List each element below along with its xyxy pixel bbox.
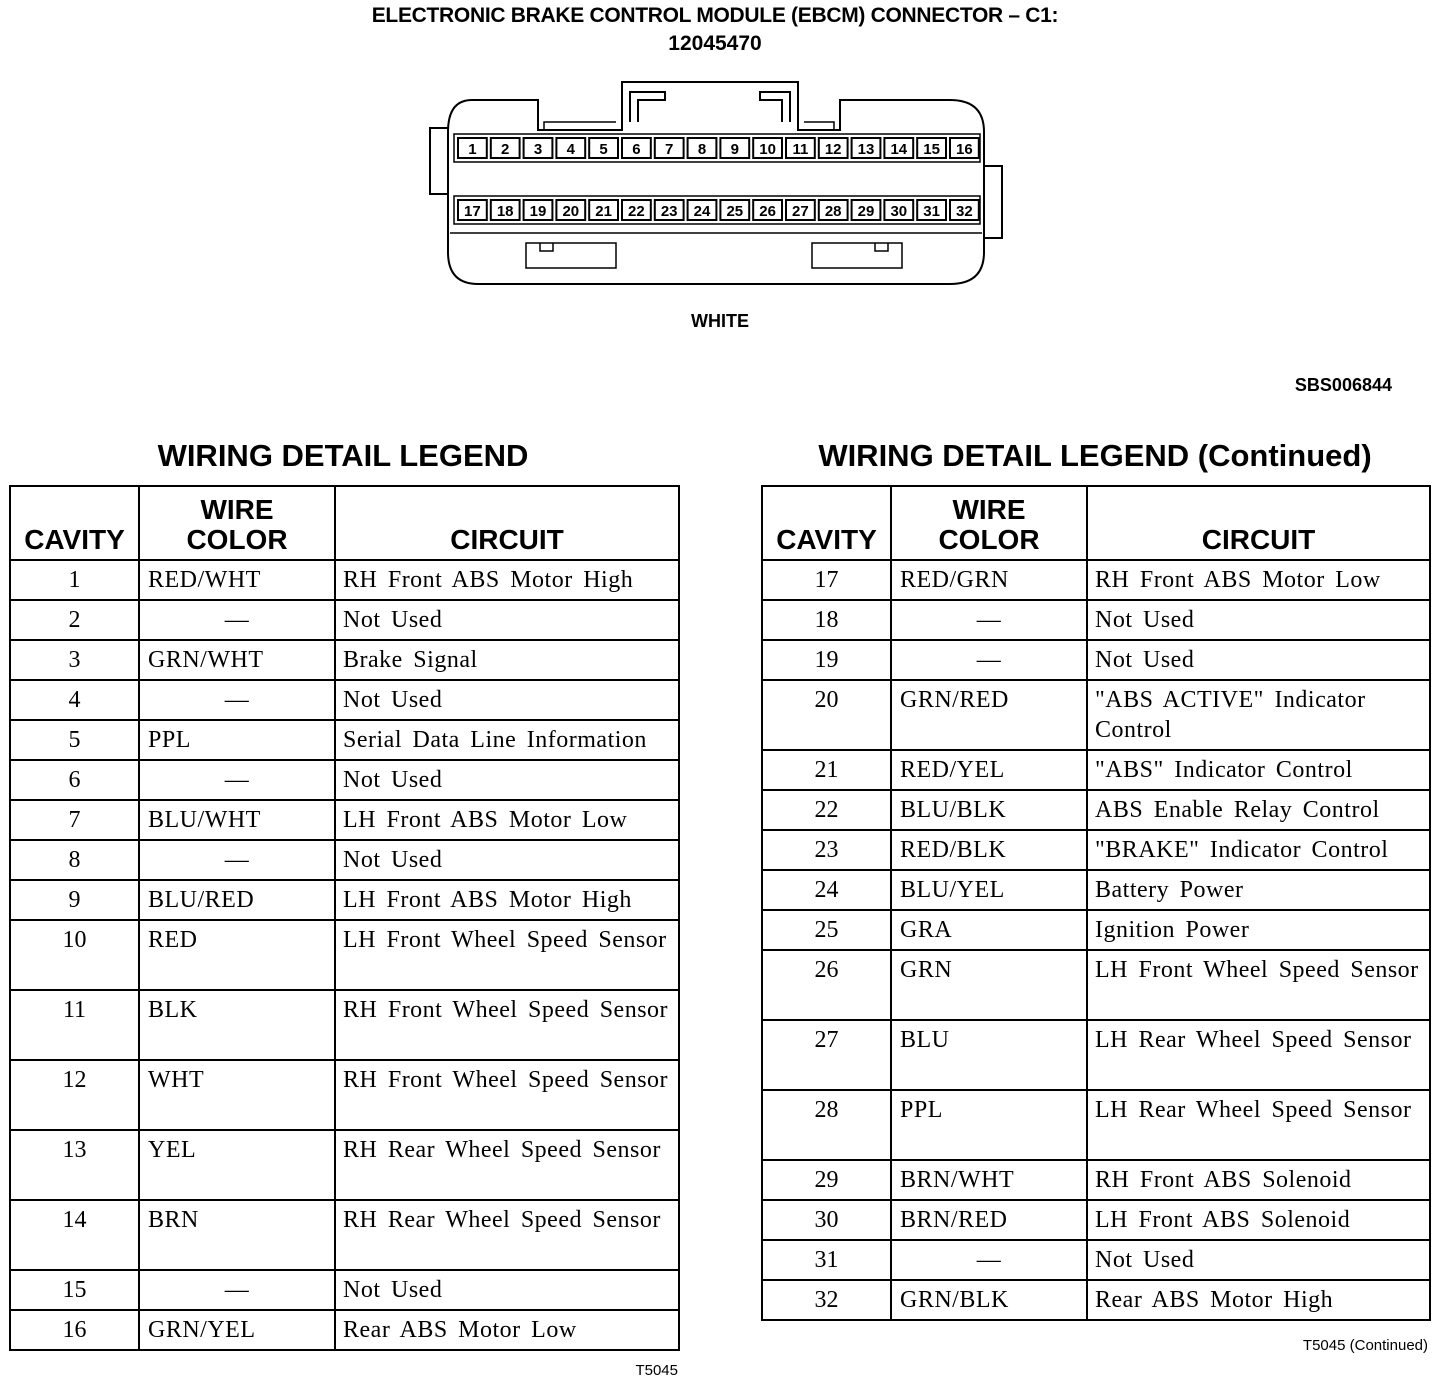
connector-color-label: WHITE xyxy=(691,311,749,331)
cavity-number: 29 xyxy=(857,203,875,220)
cavity-number: 15 xyxy=(923,141,940,158)
wire-color-cell: GRA xyxy=(891,910,1087,950)
wire-color-cell: GRN/YEL xyxy=(139,1310,335,1350)
cavity-number: 17 xyxy=(464,203,481,220)
table-row xyxy=(762,830,1430,870)
cavity-number: 12 xyxy=(824,141,842,158)
wire-color-cell: GRN/RED xyxy=(891,680,1087,750)
wire-color-cell: — xyxy=(139,680,335,720)
cavity-number: 30 xyxy=(890,203,908,220)
table-row xyxy=(10,720,679,760)
circuit-cell: LH Rear Wheel Speed Sensor xyxy=(1087,1020,1430,1090)
wire-color-cell: RED xyxy=(139,920,335,990)
cavity-cell: 11 xyxy=(10,990,139,1060)
circuit-cell: LH Front ABS Solenoid xyxy=(1087,1200,1430,1240)
cavity-cell: 4 xyxy=(10,680,139,720)
cavity-number: 22 xyxy=(628,203,645,220)
circuit-cell: Not Used xyxy=(335,840,679,880)
circuit-cell: "ABS" Indicator Control xyxy=(1087,750,1430,790)
circuit-cell: RH Front Wheel Speed Sensor xyxy=(335,1060,679,1130)
cavity-number: 27 xyxy=(792,203,809,220)
table-row xyxy=(10,880,679,920)
cavity-number: 24 xyxy=(693,203,711,220)
circuit-cell: RH Front ABS Motor Low xyxy=(1087,560,1430,600)
cavity-cell: 27 xyxy=(762,1020,891,1090)
circuit-cell: Battery Power xyxy=(1087,870,1430,910)
table-row xyxy=(10,840,679,880)
circuit-cell: Not Used xyxy=(335,1270,679,1310)
figure-id: SBS006844 xyxy=(1294,375,1392,395)
table-row xyxy=(10,990,679,1060)
header-wire-color: WIRE COLOR xyxy=(891,486,1087,560)
table-row xyxy=(10,1270,679,1310)
table-row xyxy=(10,760,679,800)
cavity-cell: 20 xyxy=(762,680,891,750)
cavity-number: 6 xyxy=(632,141,641,158)
cavity-number: 2 xyxy=(501,141,510,158)
cavity-cell: 22 xyxy=(762,790,891,830)
cavity-cell: 1 xyxy=(10,560,139,600)
table-row xyxy=(762,1090,1430,1160)
cavity-cell: 16 xyxy=(10,1310,139,1350)
table-row xyxy=(10,1310,679,1350)
table-row xyxy=(10,1130,679,1200)
table-row xyxy=(10,560,679,600)
wire-color-cell: BLU xyxy=(891,1020,1087,1090)
cavity-number: 3 xyxy=(533,141,543,158)
circuit-cell: Rear ABS Motor High xyxy=(1087,1280,1430,1320)
circuit-cell: Not Used xyxy=(1087,1240,1430,1280)
circuit-cell: Ignition Power xyxy=(1087,910,1430,950)
header-circuit: CIRCUIT xyxy=(1087,486,1430,560)
cavity-number: 18 xyxy=(496,203,514,220)
table-row xyxy=(762,1280,1430,1320)
cavity-number: 21 xyxy=(595,203,612,220)
wire-color-cell: PPL xyxy=(139,720,335,760)
table-row xyxy=(762,950,1430,1020)
table-row xyxy=(762,870,1430,910)
cavity-cell: 14 xyxy=(10,1200,139,1270)
wire-color-cell: — xyxy=(139,600,335,640)
cavity-number: 4 xyxy=(566,141,575,158)
header-circuit: CIRCUIT xyxy=(335,486,679,560)
wire-color-cell: BRN xyxy=(139,1200,335,1270)
table-reference-left: T5045 xyxy=(635,1362,678,1379)
table-row xyxy=(762,1240,1430,1280)
wire-color-cell: RED/WHT xyxy=(139,560,335,600)
cavity-number: 23 xyxy=(660,203,678,220)
circuit-cell: Serial Data Line Information xyxy=(335,720,679,760)
circuit-cell: LH Front Wheel Speed Sensor xyxy=(335,920,679,990)
wire-color-cell: BRN/WHT xyxy=(891,1160,1087,1200)
wire-color-cell: BLU/WHT xyxy=(139,800,335,840)
cavity-cell: 6 xyxy=(10,760,139,800)
table-row xyxy=(762,910,1430,950)
cavity-number: 8 xyxy=(697,141,707,158)
circuit-cell: Not Used xyxy=(335,680,679,720)
circuit-cell: Rear ABS Motor Low xyxy=(335,1310,679,1350)
wire-color-cell: BLU/BLK xyxy=(891,790,1087,830)
connector-diagram xyxy=(420,76,1020,291)
table-row xyxy=(762,600,1430,640)
wire-color-cell: — xyxy=(139,1270,335,1310)
circuit-cell: Not Used xyxy=(1087,600,1430,640)
table-reference-right: T5045 (Continued) xyxy=(1302,1337,1428,1354)
cavity-cell: 28 xyxy=(762,1090,891,1160)
circuit-cell: "BRAKE" Indicator Control xyxy=(1087,830,1430,870)
table-row xyxy=(762,680,1430,750)
table-row xyxy=(762,1160,1430,1200)
cavity-number: 25 xyxy=(726,203,744,220)
wire-color-cell: YEL xyxy=(139,1130,335,1200)
cavity-cell: 30 xyxy=(762,1200,891,1240)
circuit-cell: Brake Signal xyxy=(335,640,679,680)
wiring-legend-table-right xyxy=(761,485,1431,1321)
cavity-number: 10 xyxy=(759,141,776,158)
cavity-number: 31 xyxy=(923,203,940,220)
wire-color-cell: — xyxy=(139,840,335,880)
table-row xyxy=(10,680,679,720)
cavity-cell: 26 xyxy=(762,950,891,1020)
wire-color-cell: RED/BLK xyxy=(891,830,1087,870)
circuit-cell: "ABS ACTIVE" Indicator Control xyxy=(1087,680,1430,750)
cavity-number: 16 xyxy=(956,141,973,158)
cavity-cell: 10 xyxy=(10,920,139,990)
wire-color-cell: GRN xyxy=(891,950,1087,1020)
cavity-number: 32 xyxy=(956,203,973,220)
wire-color-cell: GRN/BLK xyxy=(891,1280,1087,1320)
cavity-cell: 29 xyxy=(762,1160,891,1200)
cavity-number: 5 xyxy=(599,141,608,158)
table-row xyxy=(762,750,1430,790)
wire-color-cell: GRN/WHT xyxy=(139,640,335,680)
legend-title-left: WIRING DETAIL LEGEND xyxy=(157,438,529,473)
table-row xyxy=(10,640,679,680)
cavity-cell: 3 xyxy=(10,640,139,680)
wire-color-cell: RED/GRN xyxy=(891,560,1087,600)
cavity-cell: 19 xyxy=(762,640,891,680)
cavity-cell: 17 xyxy=(762,560,891,600)
circuit-cell: RH Front ABS Motor High xyxy=(335,560,679,600)
cavity-cell: 18 xyxy=(762,600,891,640)
circuit-cell: LH Rear Wheel Speed Sensor xyxy=(1087,1090,1430,1160)
circuit-cell: RH Rear Wheel Speed Sensor xyxy=(335,1130,679,1200)
table-row xyxy=(10,800,679,840)
table-row xyxy=(762,1200,1430,1240)
wiring-legend-table-left xyxy=(9,485,680,1351)
wire-color-cell: RED/YEL xyxy=(891,750,1087,790)
cavity-number: 13 xyxy=(857,141,875,158)
cavity-number: 14 xyxy=(890,141,908,158)
cavity-number: 19 xyxy=(529,203,547,220)
wire-color-cell: — xyxy=(891,1240,1087,1280)
table-row xyxy=(10,600,679,640)
wire-color-cell: — xyxy=(891,600,1087,640)
wire-color-cell: BLU/RED xyxy=(139,880,335,920)
cavity-number: 26 xyxy=(759,203,776,220)
table-row xyxy=(762,790,1430,830)
connector-part-number: 12045470 xyxy=(668,32,762,55)
table-row xyxy=(762,1020,1430,1090)
circuit-cell: LH Front ABS Motor Low xyxy=(335,800,679,840)
cavity-cell: 23 xyxy=(762,830,891,870)
circuit-cell: RH Front Wheel Speed Sensor xyxy=(335,990,679,1060)
wire-color-cell: — xyxy=(139,760,335,800)
cavity-cell: 24 xyxy=(762,870,891,910)
cavity-cell: 5 xyxy=(10,720,139,760)
header-cavity: CAVITY xyxy=(762,486,891,560)
cavity-cell: 13 xyxy=(10,1130,139,1200)
wire-color-cell: PPL xyxy=(891,1090,1087,1160)
table-row xyxy=(10,920,679,990)
table-row xyxy=(762,560,1430,600)
header-wire-color: WIRE COLOR xyxy=(139,486,335,560)
cavity-cell: 15 xyxy=(10,1270,139,1310)
cavity-cell: 8 xyxy=(10,840,139,880)
cavity-cell: 12 xyxy=(10,1060,139,1130)
diagram-title: ELECTRONIC BRAKE CONTROL MODULE (EBCM) CONNECTOR – C1: xyxy=(371,4,1059,27)
cavity-number: 11 xyxy=(792,141,809,158)
wire-color-cell: — xyxy=(891,640,1087,680)
table-row xyxy=(762,640,1430,680)
connector-bottom-row xyxy=(458,200,979,220)
cavity-cell: 31 xyxy=(762,1240,891,1280)
cavity-cell: 2 xyxy=(10,600,139,640)
wire-color-cell: BRN/RED xyxy=(891,1200,1087,1240)
cavity-number: 1 xyxy=(468,141,477,158)
legend-title-right: WIRING DETAIL LEGEND (Continued) xyxy=(818,438,1372,473)
cavity-number: 7 xyxy=(665,141,674,158)
circuit-cell: Not Used xyxy=(1087,640,1430,680)
wire-color-cell: BLU/YEL xyxy=(891,870,1087,910)
cavity-cell: 7 xyxy=(10,800,139,840)
wire-color-cell: WHT xyxy=(139,1060,335,1130)
cavity-cell: 21 xyxy=(762,750,891,790)
table-row xyxy=(10,1200,679,1270)
cavity-cell: 9 xyxy=(10,880,139,920)
cavity-number: 28 xyxy=(824,203,842,220)
circuit-cell: RH Front ABS Solenoid xyxy=(1087,1160,1430,1200)
header-cavity: CAVITY xyxy=(10,486,139,560)
wire-color-cell: BLK xyxy=(139,990,335,1060)
cavity-number: 9 xyxy=(730,141,739,158)
table-row xyxy=(10,1060,679,1130)
circuit-cell: Not Used xyxy=(335,600,679,640)
circuit-cell: RH Rear Wheel Speed Sensor xyxy=(335,1200,679,1270)
cavity-number: 20 xyxy=(562,203,580,220)
circuit-cell: ABS Enable Relay Control xyxy=(1087,790,1430,830)
circuit-cell: LH Front ABS Motor High xyxy=(335,880,679,920)
connector-top-row xyxy=(458,138,979,158)
cavity-cell: 32 xyxy=(762,1280,891,1320)
cavity-cell: 25 xyxy=(762,910,891,950)
circuit-cell: LH Front Wheel Speed Sensor xyxy=(1087,950,1430,1020)
circuit-cell: Not Used xyxy=(335,760,679,800)
